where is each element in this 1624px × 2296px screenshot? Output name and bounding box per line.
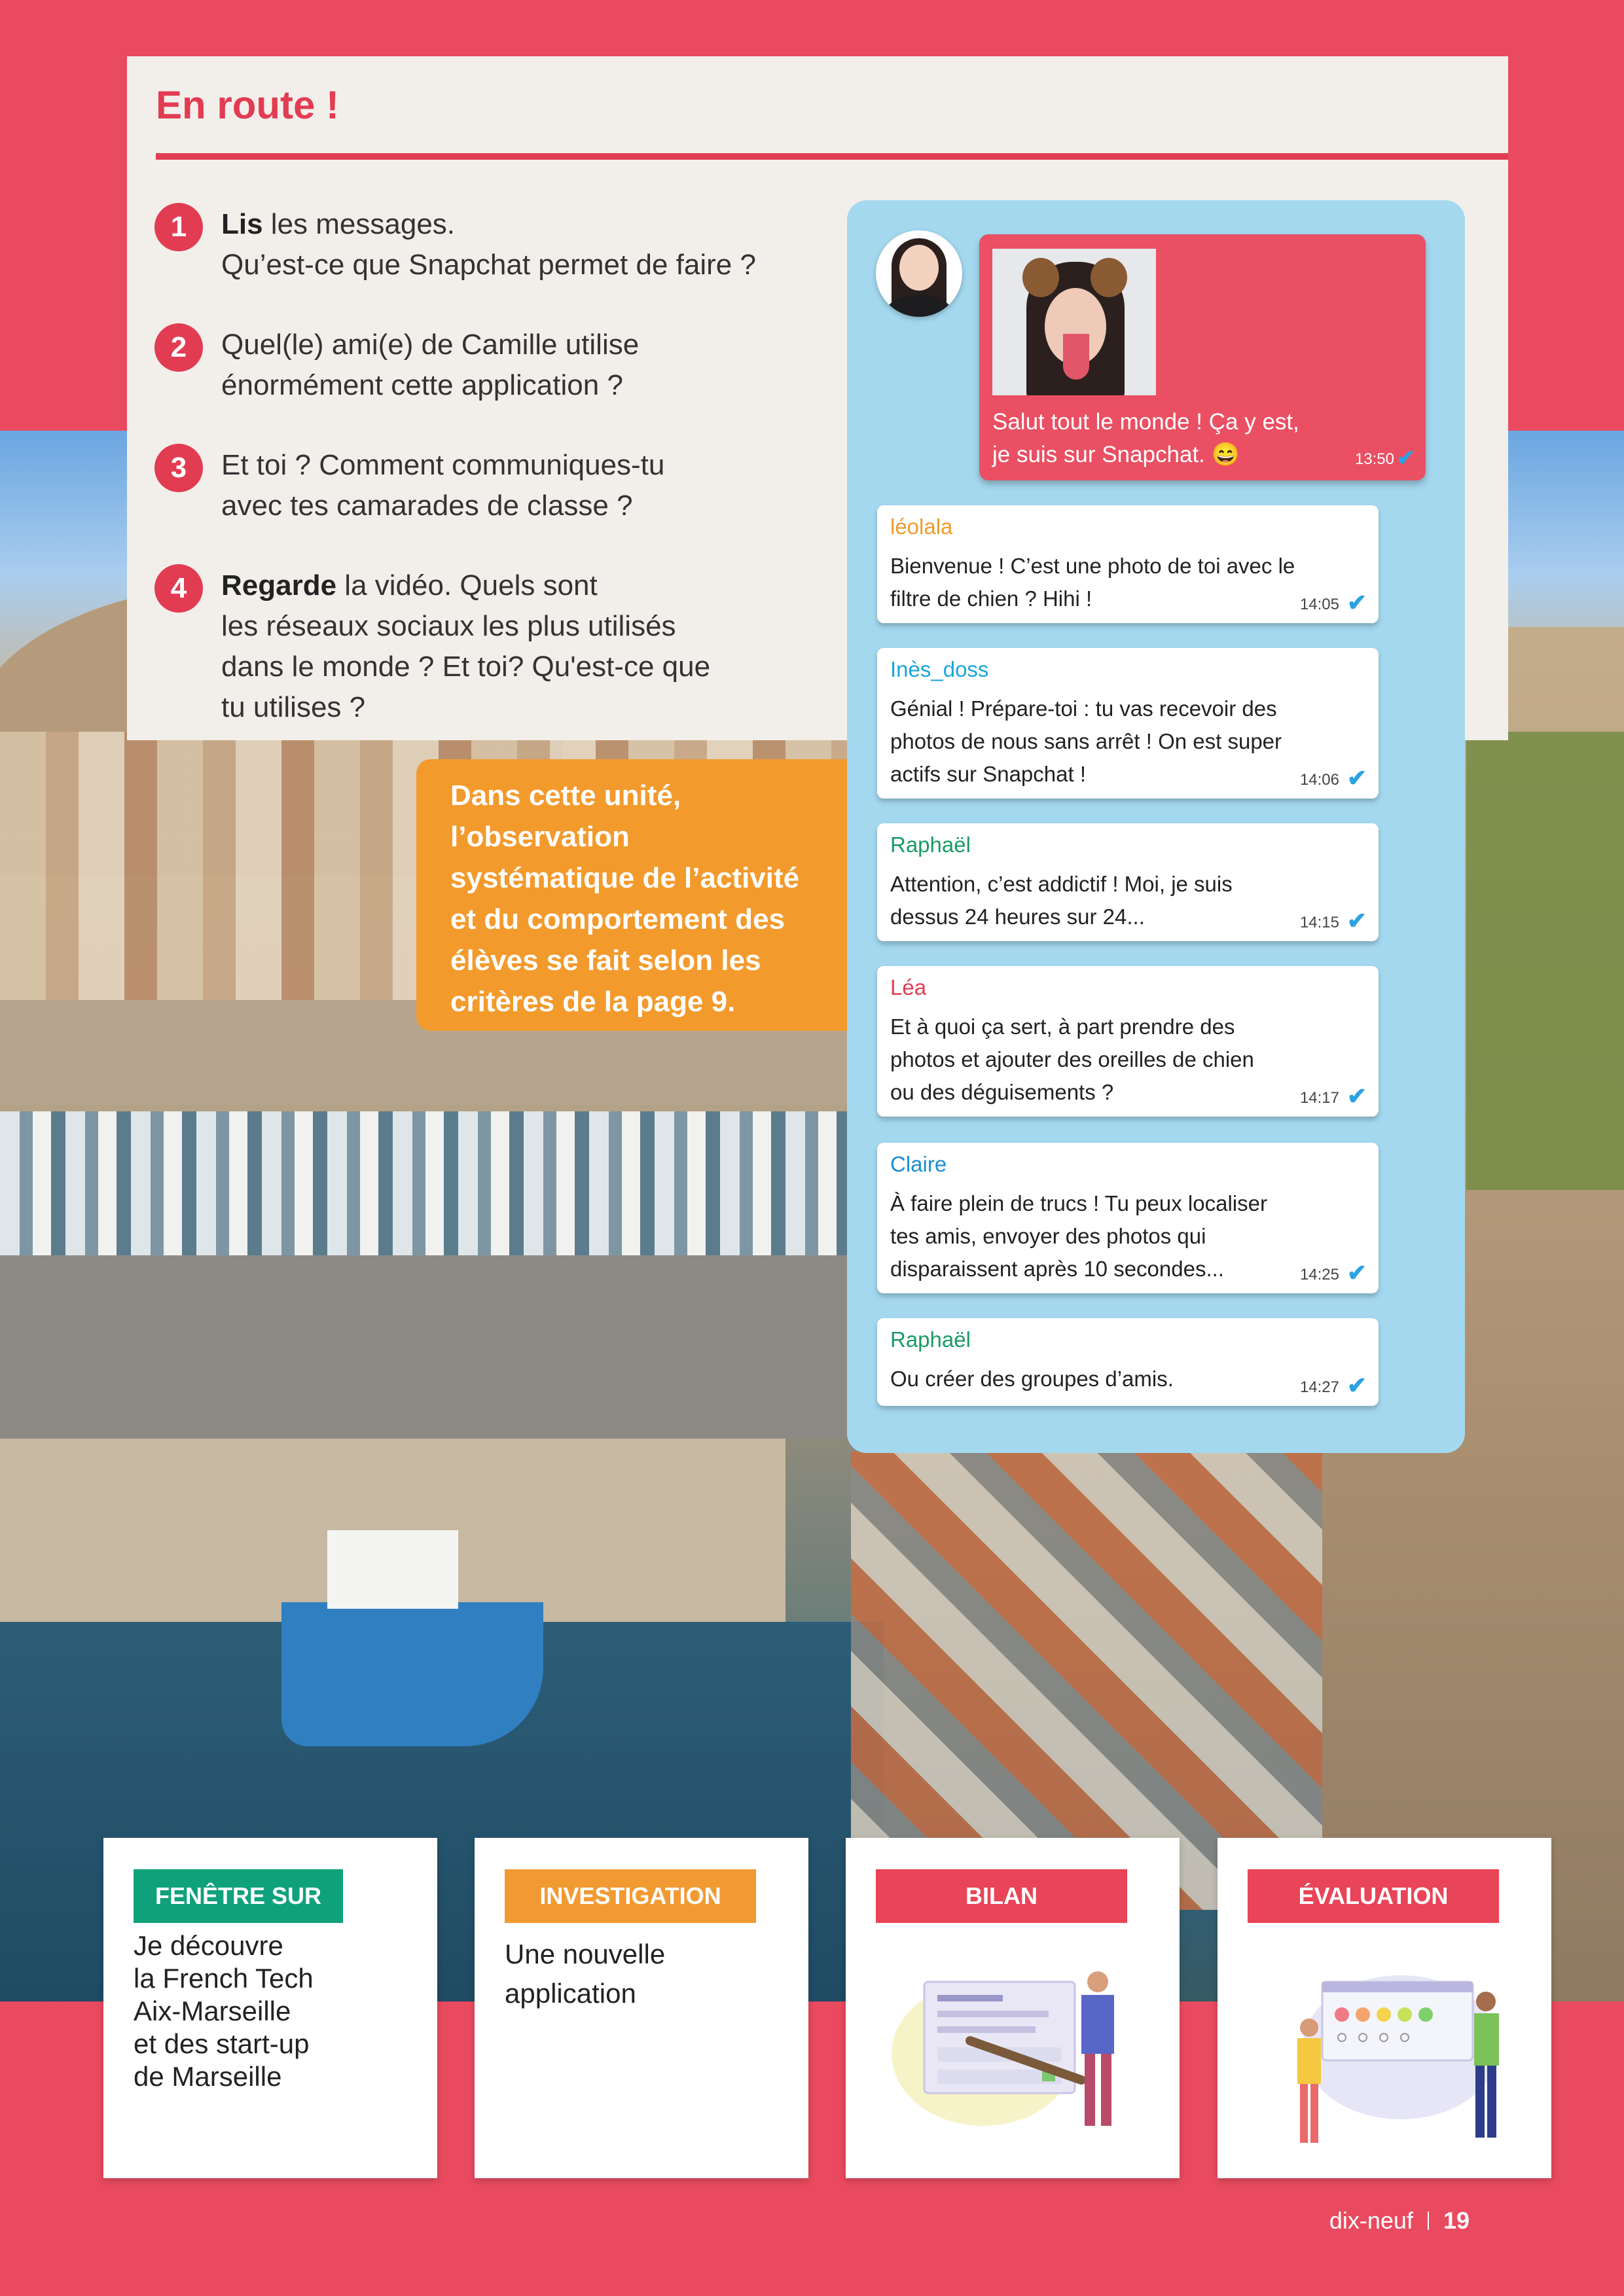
question-line: la vidéo. Quels sont bbox=[336, 569, 598, 601]
message-line: filtre de chien ? Hihi ! bbox=[890, 586, 1092, 611]
page-title: En route ! bbox=[156, 83, 339, 127]
note-line: systématique de l’activité bbox=[450, 862, 800, 894]
message-text bbox=[890, 692, 1322, 791]
check-icon: ✔ bbox=[1346, 1372, 1367, 1399]
photo-marina bbox=[0, 1111, 851, 1255]
message-username: Raphaël bbox=[890, 1327, 971, 1352]
card-line: Une nouvelle bbox=[505, 1939, 666, 1969]
message-text bbox=[890, 1187, 1322, 1285]
message-time: 14:27 bbox=[1299, 1378, 1339, 1396]
note-line: critères de la page 9. bbox=[450, 986, 736, 1018]
chat-message bbox=[877, 823, 1379, 941]
message-username: Inès_doss bbox=[890, 657, 989, 681]
chat-message bbox=[877, 1318, 1379, 1406]
photo-road bbox=[0, 1255, 851, 1439]
message-text bbox=[890, 1011, 1322, 1109]
note-line: Dans cette unité, bbox=[450, 780, 681, 812]
bilan-illustration bbox=[885, 1956, 1147, 2152]
question-verb: Regarde bbox=[221, 569, 337, 601]
message-text bbox=[992, 406, 1359, 471]
page-number: 19 bbox=[1443, 2207, 1470, 2234]
message-line: actifs sur Snapchat ! bbox=[890, 762, 1086, 786]
selfie-photo bbox=[992, 249, 1156, 395]
card-fenetre-sur[interactable] bbox=[103, 1838, 437, 2178]
page-word: dix-neuf bbox=[1329, 2207, 1413, 2234]
message-time: 13:50 bbox=[1354, 450, 1394, 468]
user-avatar bbox=[876, 230, 962, 317]
message-line: ou des déguisements ? bbox=[890, 1080, 1114, 1104]
card-tag: FENÊTRE SUR bbox=[134, 1869, 343, 1923]
message-line: je suis sur Snapchat. 😄 bbox=[992, 442, 1240, 467]
message-line: Salut tout le monde ! Ça y est, bbox=[992, 409, 1299, 435]
message-line: Bienvenue ! C’est une photo de toi avec le bbox=[890, 554, 1295, 578]
message-line: photos et ajouter des oreilles de chien bbox=[890, 1047, 1254, 1071]
message-line: Et à quoi ça sert, à part prendre des bbox=[890, 1014, 1235, 1039]
question-text bbox=[221, 445, 778, 526]
message-time: 14:25 bbox=[1299, 1266, 1339, 1283]
message-line: Attention, c’est addictif ! Moi, je suis bbox=[890, 872, 1233, 896]
photo-greenery bbox=[1466, 732, 1624, 1190]
question-line: dans le monde ? Et toi? Qu'est-ce que bbox=[221, 651, 711, 683]
card-line: la French Tech bbox=[134, 1963, 314, 1994]
first-message bbox=[979, 234, 1426, 480]
card-evaluation[interactable] bbox=[1218, 1838, 1551, 2178]
card-text bbox=[505, 1935, 786, 2013]
message-time: 14:06 bbox=[1299, 771, 1339, 789]
check-icon: ✔ bbox=[1346, 589, 1367, 616]
card-line: Aix-Marseille bbox=[134, 1996, 291, 2026]
message-time: 14:15 bbox=[1299, 914, 1339, 931]
message-line: Ou créer des groupes d’amis. bbox=[890, 1367, 1174, 1391]
note-line: l’observation bbox=[450, 821, 630, 853]
question-line: tu utilises ? bbox=[221, 691, 366, 723]
check-icon: ✔ bbox=[1396, 446, 1415, 471]
message-line: À faire plein de trucs ! Tu peux localiser bbox=[890, 1191, 1267, 1215]
question-4 bbox=[154, 565, 778, 728]
question-number: 1 bbox=[154, 203, 203, 251]
chat-message bbox=[877, 505, 1379, 623]
message-line: tes amis, envoyer des photos qui bbox=[890, 1224, 1206, 1248]
question-line: Quel(le) ami(e) de Camille utilise bbox=[221, 329, 640, 361]
chat-message bbox=[877, 648, 1379, 798]
question-line: les messages. bbox=[262, 208, 456, 240]
dog-ear-right bbox=[1091, 258, 1127, 297]
message-line: disparaissent après 10 secondes... bbox=[890, 1257, 1224, 1281]
footer-separator bbox=[1428, 2212, 1429, 2230]
question-line: avec tes camarades de classe ? bbox=[221, 490, 633, 522]
check-icon: ✔ bbox=[1346, 1083, 1367, 1109]
note-line: élèves se fait selon les bbox=[450, 944, 761, 977]
check-icon: ✔ bbox=[1346, 1259, 1367, 1286]
message-line: Génial ! Prépare-toi : tu vas recevoir des bbox=[890, 696, 1277, 721]
card-tag: INVESTIGATION bbox=[505, 1869, 756, 1923]
question-line: Qu’est-ce que Snapchat permet de faire ? bbox=[221, 249, 756, 281]
chat-panel bbox=[847, 200, 1465, 1453]
question-3 bbox=[154, 445, 778, 526]
title-underline bbox=[156, 153, 1508, 160]
check-icon: ✔ bbox=[1346, 764, 1367, 791]
message-time: 14:05 bbox=[1299, 596, 1339, 613]
evaluation-illustration bbox=[1257, 1956, 1519, 2152]
chat-message bbox=[877, 966, 1379, 1117]
check-icon: ✔ bbox=[1346, 907, 1367, 934]
card-line: et des start-up bbox=[134, 2028, 310, 2059]
question-text bbox=[221, 325, 778, 406]
card-line: de Marseille bbox=[134, 2061, 282, 2092]
message-text bbox=[890, 868, 1322, 933]
question-2 bbox=[154, 325, 778, 406]
message-username: Raphaël bbox=[890, 833, 971, 857]
message-time: 14:17 bbox=[1299, 1089, 1339, 1107]
card-tag: BILAN bbox=[876, 1869, 1127, 1923]
question-verb: Lis bbox=[221, 208, 263, 240]
card-bilan[interactable] bbox=[846, 1838, 1180, 2178]
note-line: et du comportement des bbox=[450, 903, 785, 935]
avatar-face bbox=[899, 245, 939, 291]
message-username: léolala bbox=[890, 514, 953, 539]
dog-ear-left bbox=[1022, 258, 1059, 297]
message-username: Claire bbox=[890, 1152, 947, 1176]
question-text bbox=[221, 204, 778, 285]
question-number: 2 bbox=[154, 323, 203, 372]
question-number: 3 bbox=[154, 444, 203, 492]
message-line: dessus 24 heures sur 24... bbox=[890, 905, 1145, 929]
message-username: Léa bbox=[890, 975, 927, 999]
question-line: Et toi ? Comment communiques-tu bbox=[221, 449, 665, 481]
teacher-note bbox=[416, 759, 861, 1031]
question-number: 4 bbox=[154, 564, 203, 613]
message-text bbox=[890, 550, 1322, 615]
page-footer bbox=[1329, 2207, 1470, 2234]
card-text bbox=[134, 1929, 415, 2093]
card-line: Je découvre bbox=[134, 1930, 283, 1961]
card-investigation[interactable] bbox=[475, 1838, 808, 2178]
photo-boat bbox=[281, 1602, 543, 1746]
card-tag: ÉVALUATION bbox=[1248, 1869, 1499, 1923]
message-line: photos de nous sans arrêt ! On est super bbox=[890, 729, 1282, 753]
question-line: les réseaux sociaux les plus utilisés bbox=[221, 610, 676, 642]
dog-tongue bbox=[1063, 334, 1089, 380]
question-text bbox=[221, 565, 778, 728]
chat-message bbox=[877, 1143, 1379, 1293]
card-line: application bbox=[505, 1978, 636, 2009]
question-line: énormément cette application ? bbox=[221, 369, 623, 401]
question-1 bbox=[154, 204, 778, 285]
message-text bbox=[890, 1363, 1322, 1395]
